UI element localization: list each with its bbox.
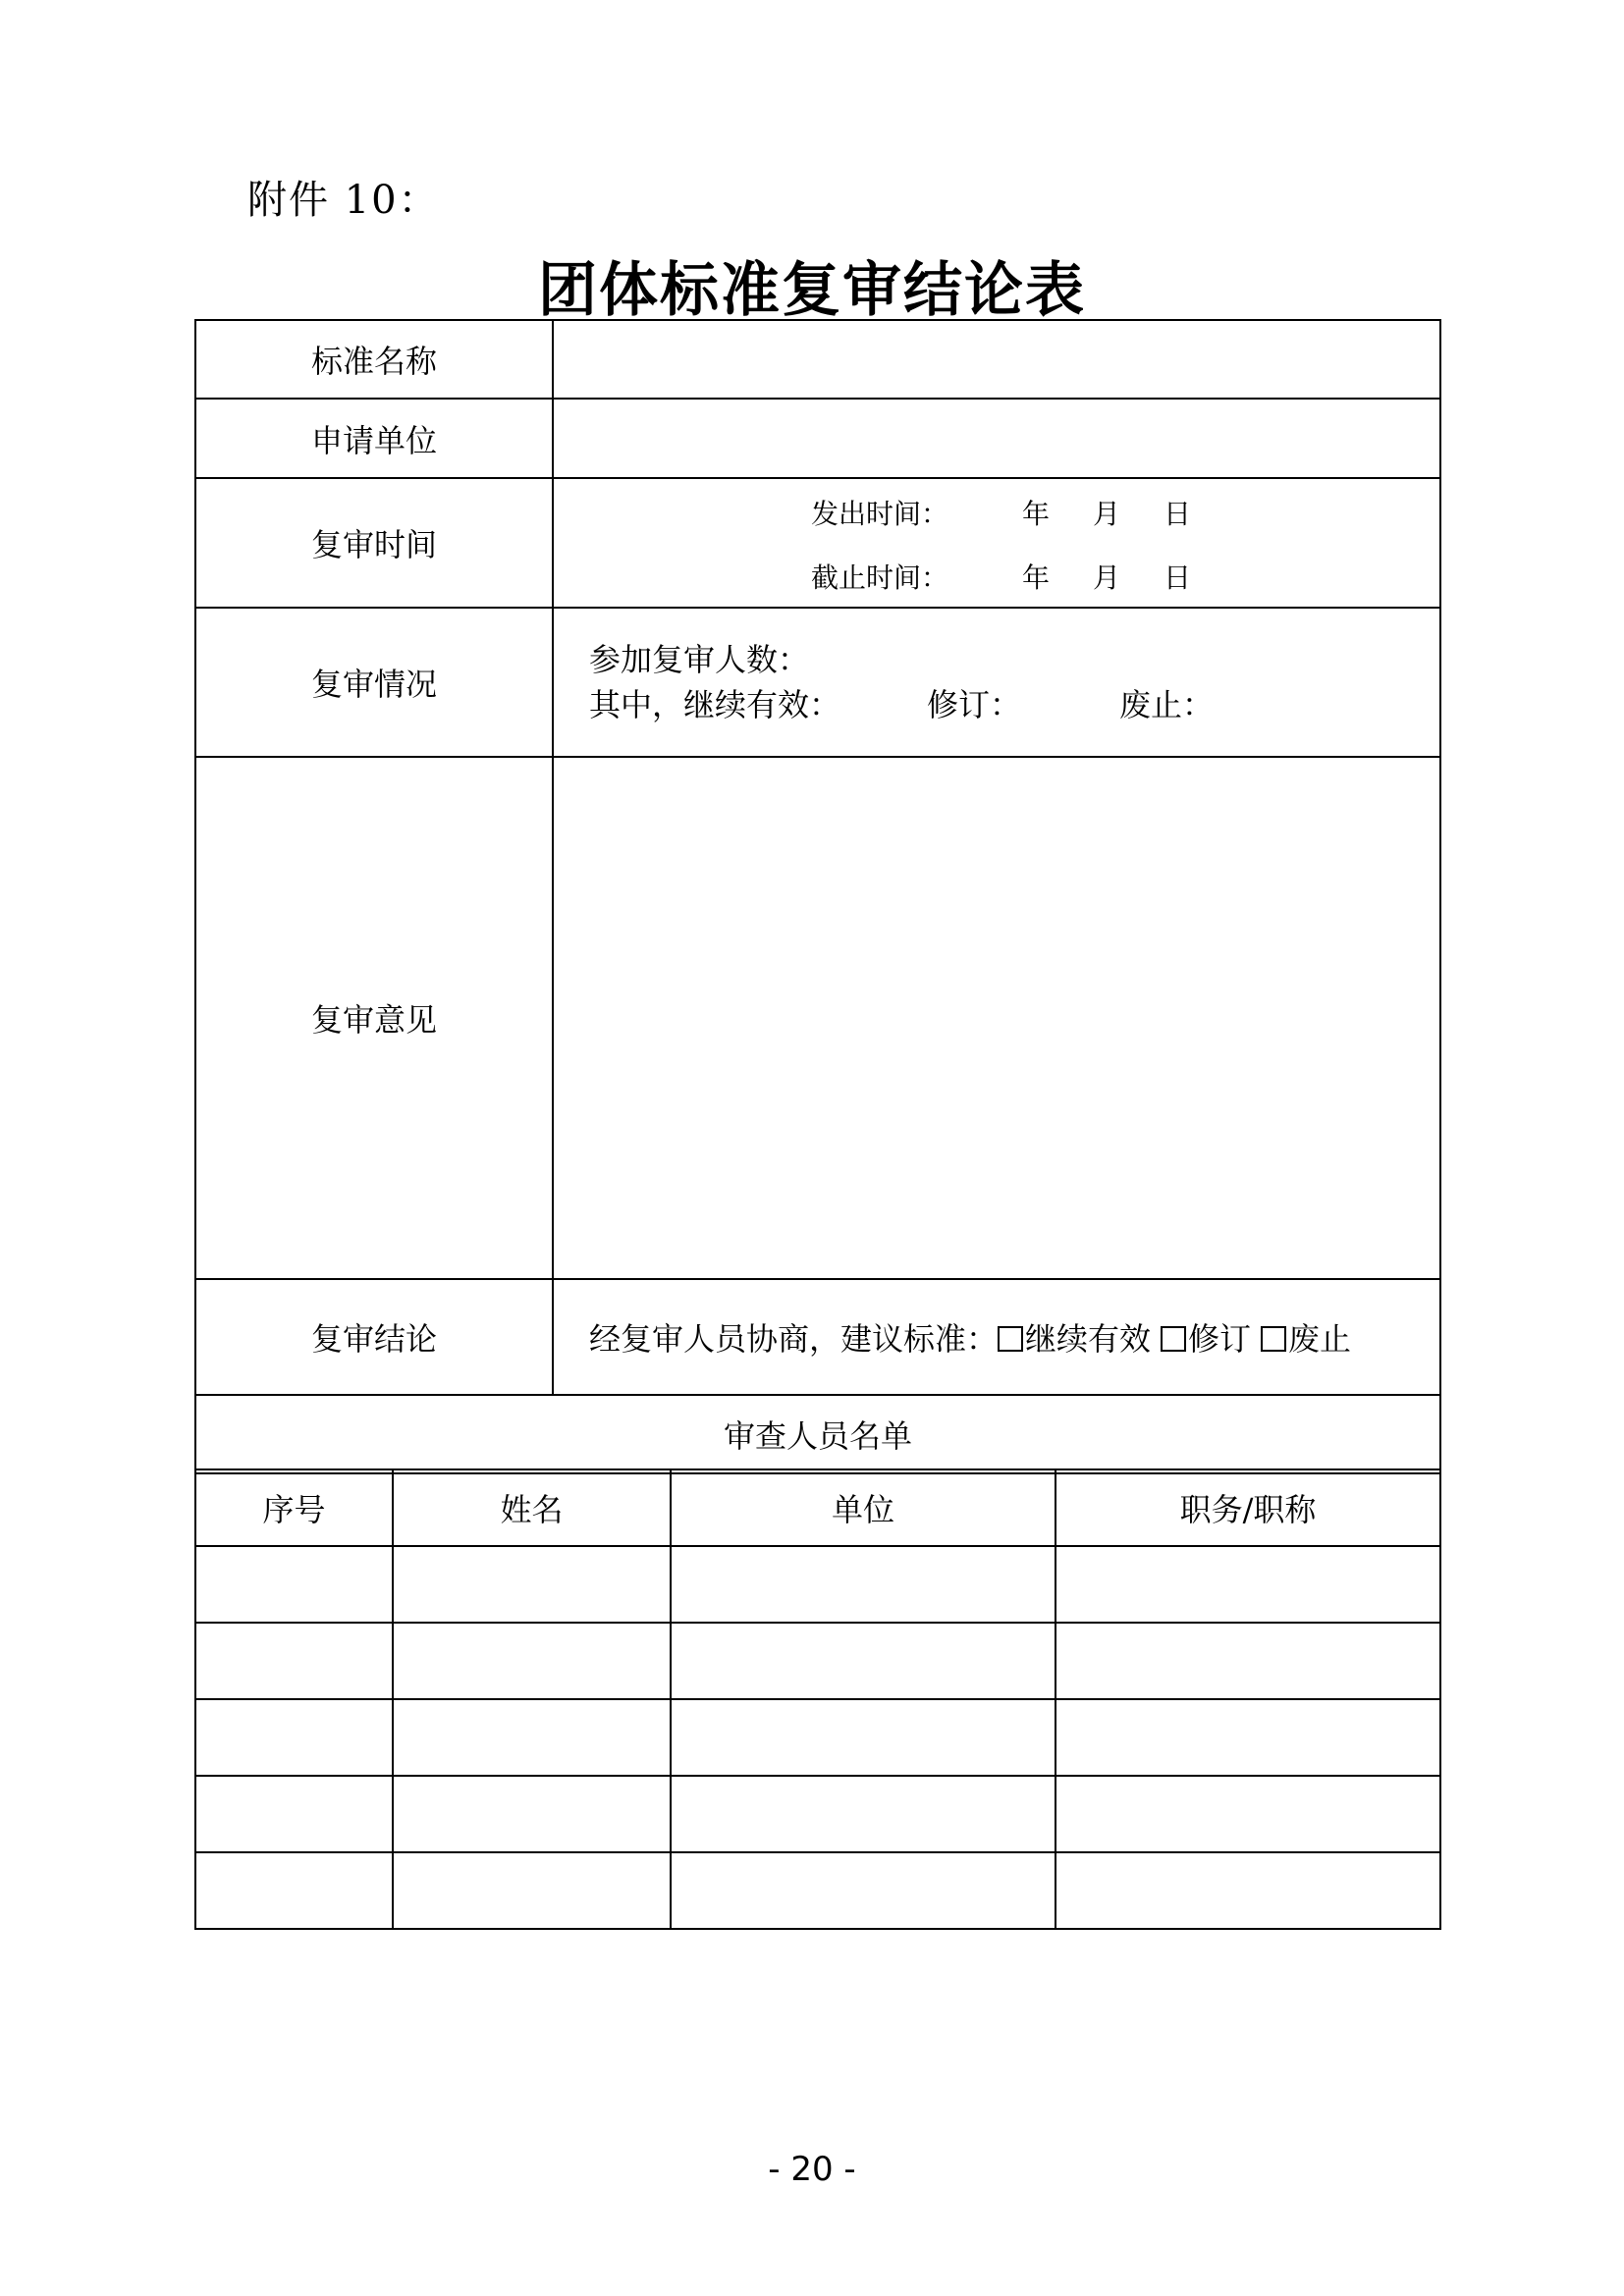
month-label: 月 <box>1093 561 1121 594</box>
of-which-text: 其中，继续有效： <box>589 686 841 723</box>
cell-title[interactable] <box>1056 1852 1440 1929</box>
applicant-label: 申请单位 <box>195 399 553 478</box>
page-number: - 20 - <box>768 2150 856 2189</box>
abolish-checkbox[interactable] <box>1261 1326 1286 1352</box>
cell-unit[interactable] <box>671 1699 1056 1776</box>
cell-name[interactable] <box>393 1699 671 1776</box>
header-unit: 单位 <box>671 1469 1056 1546</box>
day-label: 日 <box>1164 498 1192 530</box>
form-title: 团体标准复审结论表 <box>538 256 1086 325</box>
standard-name-label: 标准名称 <box>195 320 553 399</box>
revise-text: 修订： <box>927 686 1022 723</box>
reviewers-title: 审查人员名单 <box>195 1395 1440 1473</box>
conclusion-field <box>553 1279 1440 1395</box>
deadline-label: 截止时间： <box>811 561 949 594</box>
cell-name[interactable] <box>393 1623 671 1699</box>
cell-unit[interactable] <box>671 1852 1056 1929</box>
cell-index[interactable] <box>195 1776 393 1852</box>
opinion-field[interactable] <box>553 757 1440 1279</box>
cell-unit[interactable] <box>671 1776 1056 1852</box>
table-row <box>195 1852 1440 1929</box>
header-title: 职务/职称 <box>1056 1469 1440 1546</box>
applicant-field[interactable] <box>553 399 1440 478</box>
cell-name[interactable] <box>393 1852 671 1929</box>
table-row <box>195 1623 1440 1699</box>
reviewers-table <box>194 1468 1441 1930</box>
reviewers-header-row <box>195 1469 1440 1546</box>
opinion-label: 复审意见 <box>195 757 553 1279</box>
year-label: 年 <box>1022 498 1051 530</box>
table-row <box>195 1776 1440 1852</box>
cell-index[interactable] <box>195 1546 393 1623</box>
day-label: 日 <box>1164 561 1192 594</box>
cell-index[interactable] <box>195 1699 393 1776</box>
cell-index[interactable] <box>195 1623 393 1699</box>
option-revise-label: 修订 <box>1188 1320 1252 1358</box>
review-form-table <box>194 319 1441 1474</box>
cell-index[interactable] <box>195 1852 393 1929</box>
month-label: 月 <box>1093 498 1121 530</box>
cell-name[interactable] <box>393 1776 671 1852</box>
review-time-field[interactable] <box>553 478 1440 608</box>
cell-title[interactable] <box>1056 1623 1440 1699</box>
situation-breakdown <box>589 682 1439 727</box>
attachment-label: 附件 10： <box>247 178 440 223</box>
cell-title[interactable] <box>1056 1776 1440 1852</box>
situation-label: 复审情况 <box>195 608 553 757</box>
table-row <box>195 1546 1440 1623</box>
header-name: 姓名 <box>393 1469 671 1546</box>
table-row <box>195 1699 1440 1776</box>
option-continue-label: 继续有效 <box>1025 1320 1152 1358</box>
issue-time-label: 发出时间： <box>811 498 949 530</box>
situation-field[interactable] <box>553 608 1440 757</box>
cell-unit[interactable] <box>671 1623 1056 1699</box>
issue-time-line <box>811 493 1191 532</box>
year-label: 年 <box>1022 561 1051 594</box>
header-index: 序号 <box>195 1469 393 1546</box>
cell-name[interactable] <box>393 1546 671 1623</box>
abolish-text: 废止： <box>1119 686 1215 723</box>
cell-title[interactable] <box>1056 1546 1440 1623</box>
cell-unit[interactable] <box>671 1546 1056 1623</box>
cell-title[interactable] <box>1056 1699 1440 1776</box>
continue-checkbox[interactable] <box>998 1326 1023 1352</box>
participants-text: 参加复审人数： <box>589 641 810 678</box>
conclusion-label: 复审结论 <box>195 1279 553 1395</box>
option-abolish-label: 废止 <box>1288 1320 1352 1358</box>
standard-name-field[interactable] <box>553 320 1440 399</box>
conclusion-text: 经复审人员协商，建议标准： <box>589 1320 999 1358</box>
deadline-line <box>811 557 1191 596</box>
revise-checkbox[interactable] <box>1161 1326 1186 1352</box>
review-time-label: 复审时间 <box>195 478 553 608</box>
